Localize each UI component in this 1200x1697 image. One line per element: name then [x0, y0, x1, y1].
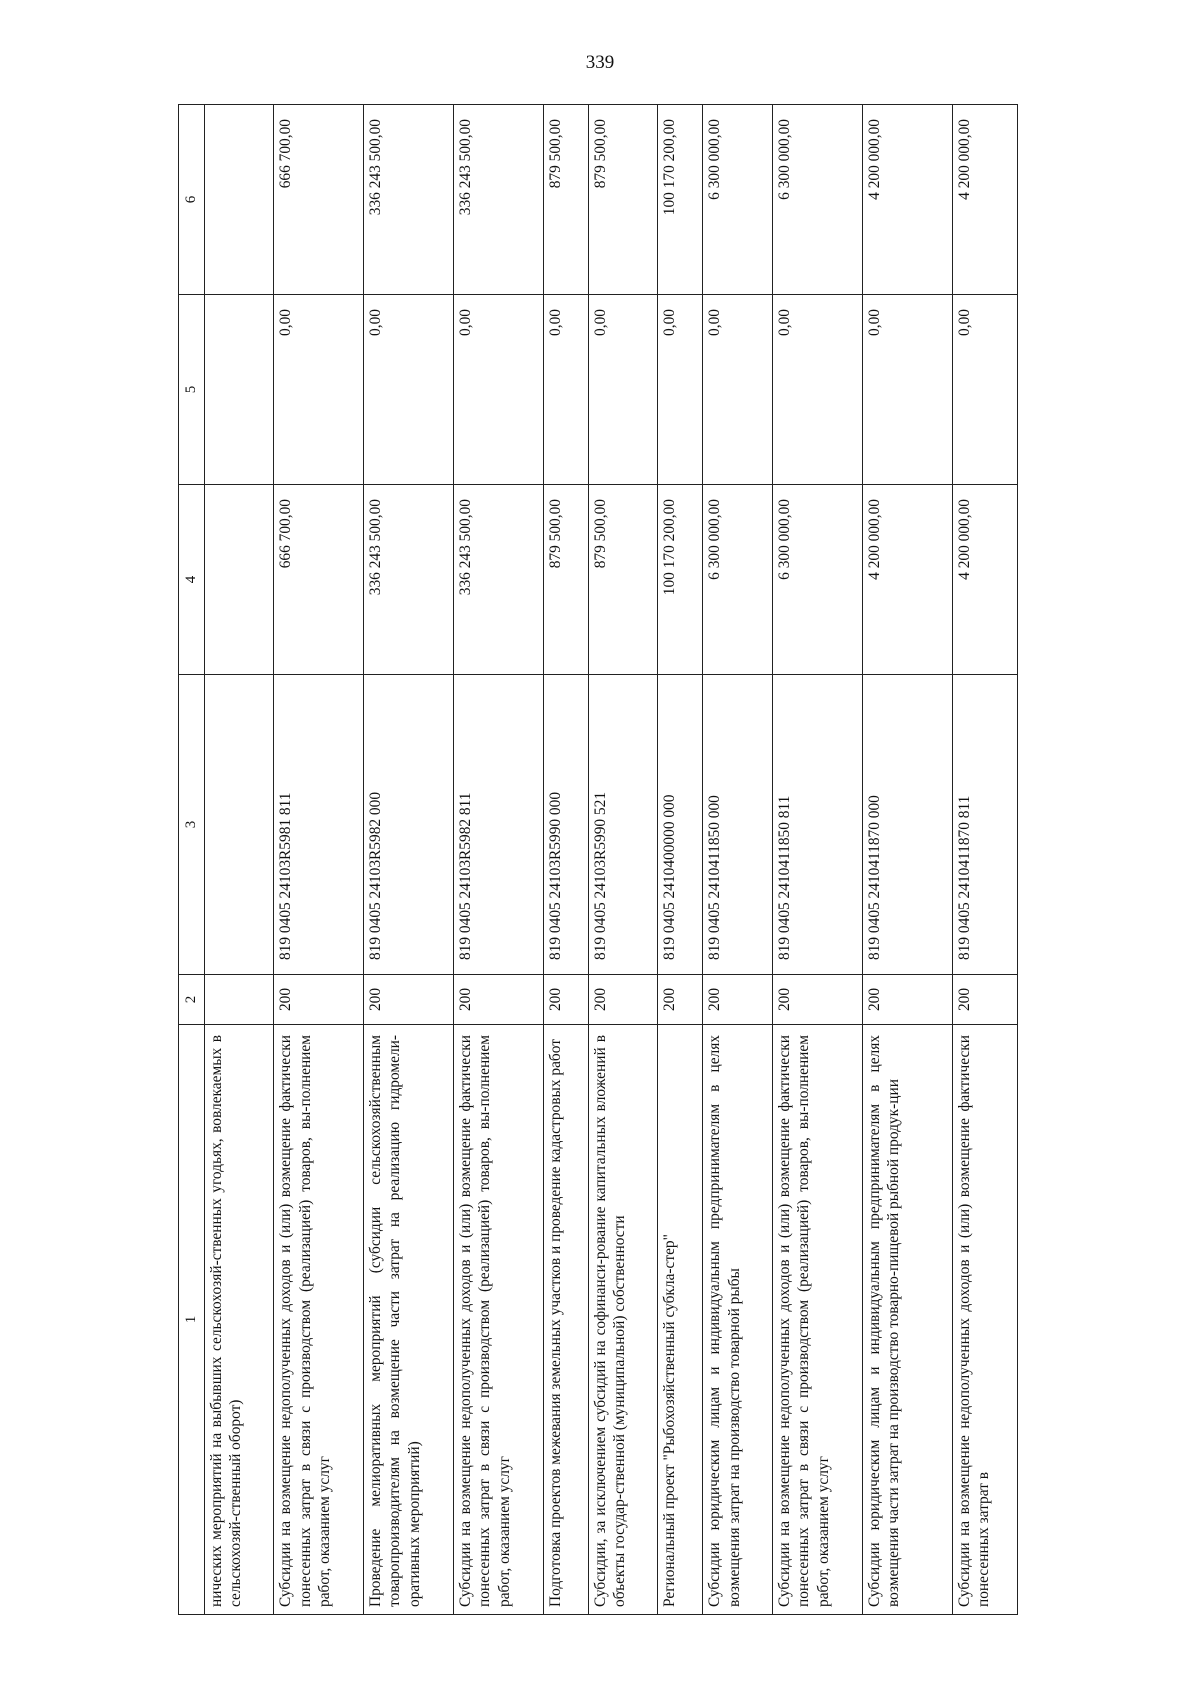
row-code-cell: 200 [543, 975, 588, 1025]
row-change-cell [204, 295, 273, 485]
row-classification-cell: 819 0405 24103R5981 811 [274, 675, 364, 975]
header-row [179, 105, 205, 1615]
row-total-cell: 4 200 000,00 [952, 105, 1017, 295]
row-name-cell: Субсидии на возмещение недополученных доходов и (или) возмещение фактически понесенных затрат в связи с производством (реализацией) товаров, вы-полнением работ, оказанием услуг [274, 1025, 364, 1615]
row-change-cell: 0,00 [952, 295, 1017, 485]
row-code-cell: 200 [588, 975, 657, 1025]
table-row [274, 105, 364, 1615]
table-row [204, 105, 273, 1615]
row-amount-cell: 6 300 000,00 [772, 485, 862, 675]
row-code-cell [204, 975, 273, 1025]
table-row [703, 105, 772, 1615]
row-classification-cell: 819 0405 24103R5990 000 [543, 675, 588, 975]
table-row [658, 105, 703, 1615]
row-amount-cell: 4 200 000,00 [952, 485, 1017, 675]
row-name-cell: Подготовка проектов межевания земельных участков и проведение кадастровых работ [543, 1025, 588, 1615]
row-amount-cell: 6 300 000,00 [703, 485, 772, 675]
header-cell: 3 [179, 675, 205, 975]
row-classification-cell: 819 0405 2410411870 000 [862, 675, 952, 975]
row-change-cell: 0,00 [363, 295, 453, 485]
row-name-cell: Региональный проект "Рыбохозяйственный субкла-стер" [658, 1025, 703, 1615]
table-row [453, 105, 543, 1615]
header-cell: 1 [179, 1025, 205, 1615]
row-amount-cell: 879 500,00 [588, 485, 657, 675]
row-classification-cell [204, 675, 273, 975]
row-code-cell: 200 [862, 975, 952, 1025]
row-name-cell: Субсидии на возмещение недополученных доходов и (или) возмещение фактически понесенных затрат в связи с производством (реализацией) товаров, вы-полнением работ, оказанием услуг [453, 1025, 543, 1615]
row-total-cell: 336 243 500,00 [363, 105, 453, 295]
row-classification-cell: 819 0405 2410411850 811 [772, 675, 862, 975]
table-row [772, 105, 862, 1615]
table-row [588, 105, 657, 1615]
row-total-cell: 879 500,00 [543, 105, 588, 295]
row-change-cell: 0,00 [862, 295, 952, 485]
row-classification-cell: 819 0405 2410411850 000 [703, 675, 772, 975]
header-cell: 5 [179, 295, 205, 485]
row-amount-cell [204, 485, 273, 675]
row-amount-cell: 336 243 500,00 [453, 485, 543, 675]
table-row [952, 105, 1017, 1615]
row-total-cell: 4 200 000,00 [862, 105, 952, 295]
row-code-cell: 200 [772, 975, 862, 1025]
row-amount-cell: 879 500,00 [543, 485, 588, 675]
row-name-cell: Субсидии на возмещение недополученных доходов и (или) возмещение фактически понесенных затрат в [952, 1025, 1017, 1615]
row-classification-cell: 819 0405 24103R5990 521 [588, 675, 657, 975]
row-amount-cell: 666 700,00 [274, 485, 364, 675]
row-code-cell: 200 [952, 975, 1017, 1025]
row-classification-cell: 819 0405 24103R5982 000 [363, 675, 453, 975]
row-classification-cell: 819 0405 2410411870 811 [952, 675, 1017, 975]
row-name-cell: Субсидии, за исключением субсидий на софинанси-рование капитальных вложений в объекты государ-ственной (муниципальной) собственности [588, 1025, 657, 1615]
row-classification-cell: 819 0405 24103R5982 811 [453, 675, 543, 975]
row-total-cell: 100 170 200,00 [658, 105, 703, 295]
table-body [179, 105, 1018, 1615]
row-name-cell: нических мероприятий на выбывших сельскохозяй-ственных угодьях, вовлекаемых в сельскохозяй-ственный оборот) [204, 1025, 273, 1615]
row-total-cell: 6 300 000,00 [772, 105, 862, 295]
row-amount-cell: 336 243 500,00 [363, 485, 453, 675]
header-cell: 4 [179, 485, 205, 675]
table-row [543, 105, 588, 1615]
row-total-cell: 879 500,00 [588, 105, 657, 295]
row-code-cell: 200 [658, 975, 703, 1025]
table-row [862, 105, 952, 1615]
row-change-cell: 0,00 [274, 295, 364, 485]
row-code-cell: 200 [453, 975, 543, 1025]
row-change-cell: 0,00 [658, 295, 703, 485]
rotated-table-container [178, 105, 1018, 1615]
row-amount-cell: 100 170 200,00 [658, 485, 703, 675]
row-change-cell: 0,00 [453, 295, 543, 485]
budget-table [178, 104, 1018, 1615]
row-change-cell: 0,00 [703, 295, 772, 485]
row-total-cell: 336 243 500,00 [453, 105, 543, 295]
row-total-cell [204, 105, 273, 295]
row-change-cell: 0,00 [772, 295, 862, 485]
header-cell: 2 [179, 975, 205, 1025]
row-amount-cell: 4 200 000,00 [862, 485, 952, 675]
row-classification-cell: 819 0405 2410400000 000 [658, 675, 703, 975]
table-row [363, 105, 453, 1615]
row-total-cell: 666 700,00 [274, 105, 364, 295]
row-code-cell: 200 [703, 975, 772, 1025]
row-name-cell: Проведение мелиоративных мероприятий (субсидии сельскохозяйственным товаропроизводителям на возмещение части затрат на реализацию гидромели-оративных мероприятий) [363, 1025, 453, 1615]
row-change-cell: 0,00 [588, 295, 657, 485]
page-number: 339 [585, 52, 615, 73]
row-total-cell: 6 300 000,00 [703, 105, 772, 295]
row-code-cell: 200 [363, 975, 453, 1025]
row-name-cell: Субсидии юридическим лицам и индивидуальным предпринимателям в целях возмещения затрат на производство товарной рыбы [703, 1025, 772, 1615]
row-name-cell: Субсидии на возмещение недополученных доходов и (или) возмещение фактически понесенных затрат в связи с производством (реализацией) товаров, вы-полнением работ, оказанием услуг [772, 1025, 862, 1615]
row-name-cell: Субсидии юридическим лицам и индивидуальным предпринимателям в целях возмещения части затрат на производство товарно-пищевой рыбной продук-ции [862, 1025, 952, 1615]
header-cell: 6 [179, 105, 205, 295]
row-change-cell: 0,00 [543, 295, 588, 485]
row-code-cell: 200 [274, 975, 364, 1025]
